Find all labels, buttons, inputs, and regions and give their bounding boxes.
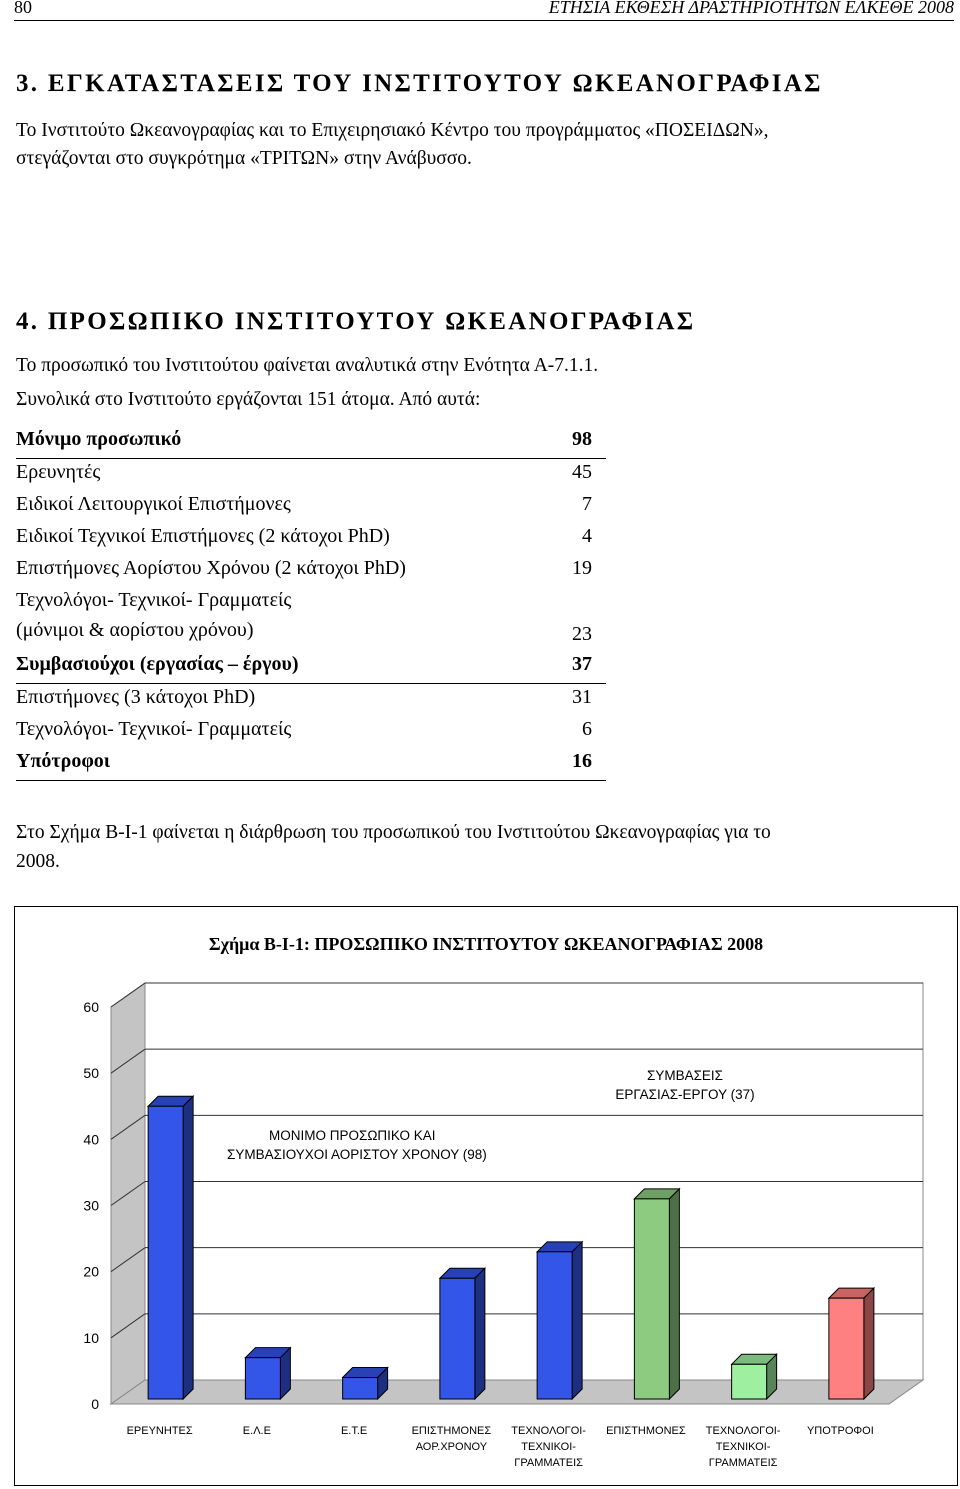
row-label-line-2: (μόνιμοι & αορίστου χρόνου) [16,619,254,641]
row-label: Επιστήμονες Αορίστου Χρόνου (2 κάτοχοι PhD) [16,557,406,579]
bar-side [864,1288,874,1399]
y-tick-label: 0 [91,1396,99,1412]
section-4-heading: 4. ΠΡΟΣΩΠΙΚΟ ΙΝΣΤΙΤΟΥΤΟΥ ΩΚΕΑΝΟΓΡΑΦΙΑΣ [16,308,696,335]
bar-side [475,1268,485,1399]
table-row [16,587,606,651]
section-4-text-line-2: Συνολικά στο Ινστιτούτο εργάζονται 151 άτομα. Από αυτά: [16,389,481,410]
page-number: 80 [14,0,32,17]
figure-intro-line-2: 2008. [16,851,60,872]
table-row [16,426,606,459]
bar [343,1378,378,1399]
row-value: 23 [572,623,592,645]
x-tick-label: Ε.Τ.Ε [340,1425,368,1437]
running-title: ΕΤΗΣΙΑ ΕΚΘΕΣΗ ΔΡΑΣΤΗΡΙΟΤΗΤΩΝ ΕΛΚΕΘΕ 2008 [548,0,954,17]
x-tick-label: ΤΕΧΝΙΚΟΙ- [715,1441,771,1453]
bar [440,1278,475,1399]
y-tick-label: 20 [83,1263,99,1280]
figure-intro-line-1: Στο Σχήμα Β-Ι-1 φαίνεται η διάρθρωση του προσωπικού του Ινστιτούτου Ωκεανογραφίας για το [16,822,771,843]
row-label: Συμβασιούχοι (εργασίας – έργου) [16,653,299,675]
row-value: 37 [572,653,592,675]
bar [245,1358,280,1399]
row-value: 16 [572,750,592,772]
annotation-contracts: ΕΡΓΑΣΙΑΣ-ΕΡΓΟΥ (37) [615,1087,755,1102]
table-row [16,491,606,523]
table-row [16,684,606,716]
section-3-text-line-1: Το Ινστιτούτο Ωκεανογραφίας και το Επιχειρησιακό Κέντρο του προγράμματος «ΠΟΣΕΙΔΩΝ», [16,120,769,141]
table-row [16,748,606,781]
x-tick-label: ΕΡΕΥΝΗΤΕΣ [126,1425,193,1437]
bar-chart [15,907,957,1485]
table-row [16,523,606,555]
page-header [14,0,954,21]
row-value: 6 [582,718,592,740]
y-tick-label: 10 [83,1329,99,1346]
row-label: Επιστήμονες (3 κάτοχοι PhD) [16,686,256,708]
table-row [16,651,606,684]
row-value: 45 [572,461,592,483]
bar [634,1199,669,1399]
annotation-contracts: ΣΥΜΒΑΣΕΙΣ [646,1068,724,1083]
row-value: 31 [572,686,592,708]
table-row [16,555,606,587]
section-3-heading: 3. ΕΓΚΑΤΑΣΤΑΣΕΙΣ ΤΟΥ ΙΝΣΤΙΤΟΥΤΟΥ ΩΚΕΑΝΟΓΡΑΦΙΑΣ [16,70,823,97]
x-tick-label: ΤΕΧΝΙΚΟΙ- [521,1441,576,1453]
row-label: Μόνιμο προσωπικό [16,428,182,450]
row-label: Τεχνολόγοι- Τεχνικοί- Γραμματείς [16,589,292,611]
y-tick-label: 30 [83,1197,99,1214]
x-tick-label: ΓΡΑΜΜΑΤΕΙΣ [514,1457,583,1469]
bar [148,1106,183,1399]
bar-side [572,1242,582,1399]
chart-frame [14,906,958,1486]
row-value: 7 [582,493,592,515]
y-tick-label: 60 [83,999,99,1015]
x-tick-label: ΓΡΑΜΜΑΤΕΙΣ [708,1457,778,1469]
staff-table [16,426,606,781]
x-tick-label: ΥΠΟΤΡΟΦΟΙ [806,1425,874,1437]
row-label: Ειδικοί Τεχνικοί Επιστήμονες (2 κάτοχοι PhD) [16,525,390,547]
table-row [16,716,606,748]
row-value: 98 [572,428,592,450]
row-label: Ειδικοί Λειτουργικοί Επιστήμονες [16,493,291,515]
bar [732,1364,767,1399]
bar-side [669,1189,679,1399]
bar-side [183,1096,193,1399]
bar [829,1298,864,1399]
row-value: 19 [572,557,592,579]
section-4-text-line-1: Το προσωπικό του Ινστιτούτου φαίνεται αναλυτικά στην Ενότητα Α-7.1.1. [16,355,599,376]
y-tick-label: 40 [83,1131,99,1148]
x-tick-label: ΕΠΙΣΤΗΜΟΝΕΣ [411,1425,492,1437]
x-tick-label: ΤΕΧΝΟΛΟΓΟΙ- [705,1425,781,1437]
row-label: Ερευνητές [16,461,101,483]
x-tick-label: ΕΠΙΣΤΗΜΟΝΕΣ [606,1425,686,1437]
chart-title: Σχήμα Β-Ι-1: ΠΡΟΣΩΠΙΚΟ ΙΝΣΤΙΤΟΥΤΟΥ ΩΚΕΑΝΟΓΡΑΦΙΑΣ 2008 [208,934,764,954]
row-label: Υπότροφοι [16,750,111,772]
bar [537,1252,572,1399]
row-value: 4 [582,525,592,547]
x-tick-label: ΑΟΡ.ΧΡΟΝΟΥ [415,1441,488,1453]
row-label: Τεχνολόγοι- Τεχνικοί- Γραμματείς [16,718,292,740]
annotation-permanent-staff: ΣΥΜΒΑΣΙΟΥΧΟΙ ΑΟΡΙΣΤΟΥ ΧΡΟΝΟΥ (98) [227,1147,487,1162]
annotation-permanent-staff: ΜΟΝΙΜΟ ΠΡΟΣΩΠΙΚΟ ΚΑΙ [269,1128,436,1143]
y-tick-label: 50 [83,1065,99,1082]
chart-floor [111,1380,923,1404]
section-3-text-line-2: στεγάζονται στο συγκρότημα «ΤΡΙΤΩΝ» στην Ανάβυσσο. [16,148,472,169]
x-tick-label: ΤΕΧΝΟΛΟΓΟΙ- [511,1425,586,1437]
table-row [16,459,606,491]
x-tick-label: Ε.Λ.Ε [242,1425,271,1437]
